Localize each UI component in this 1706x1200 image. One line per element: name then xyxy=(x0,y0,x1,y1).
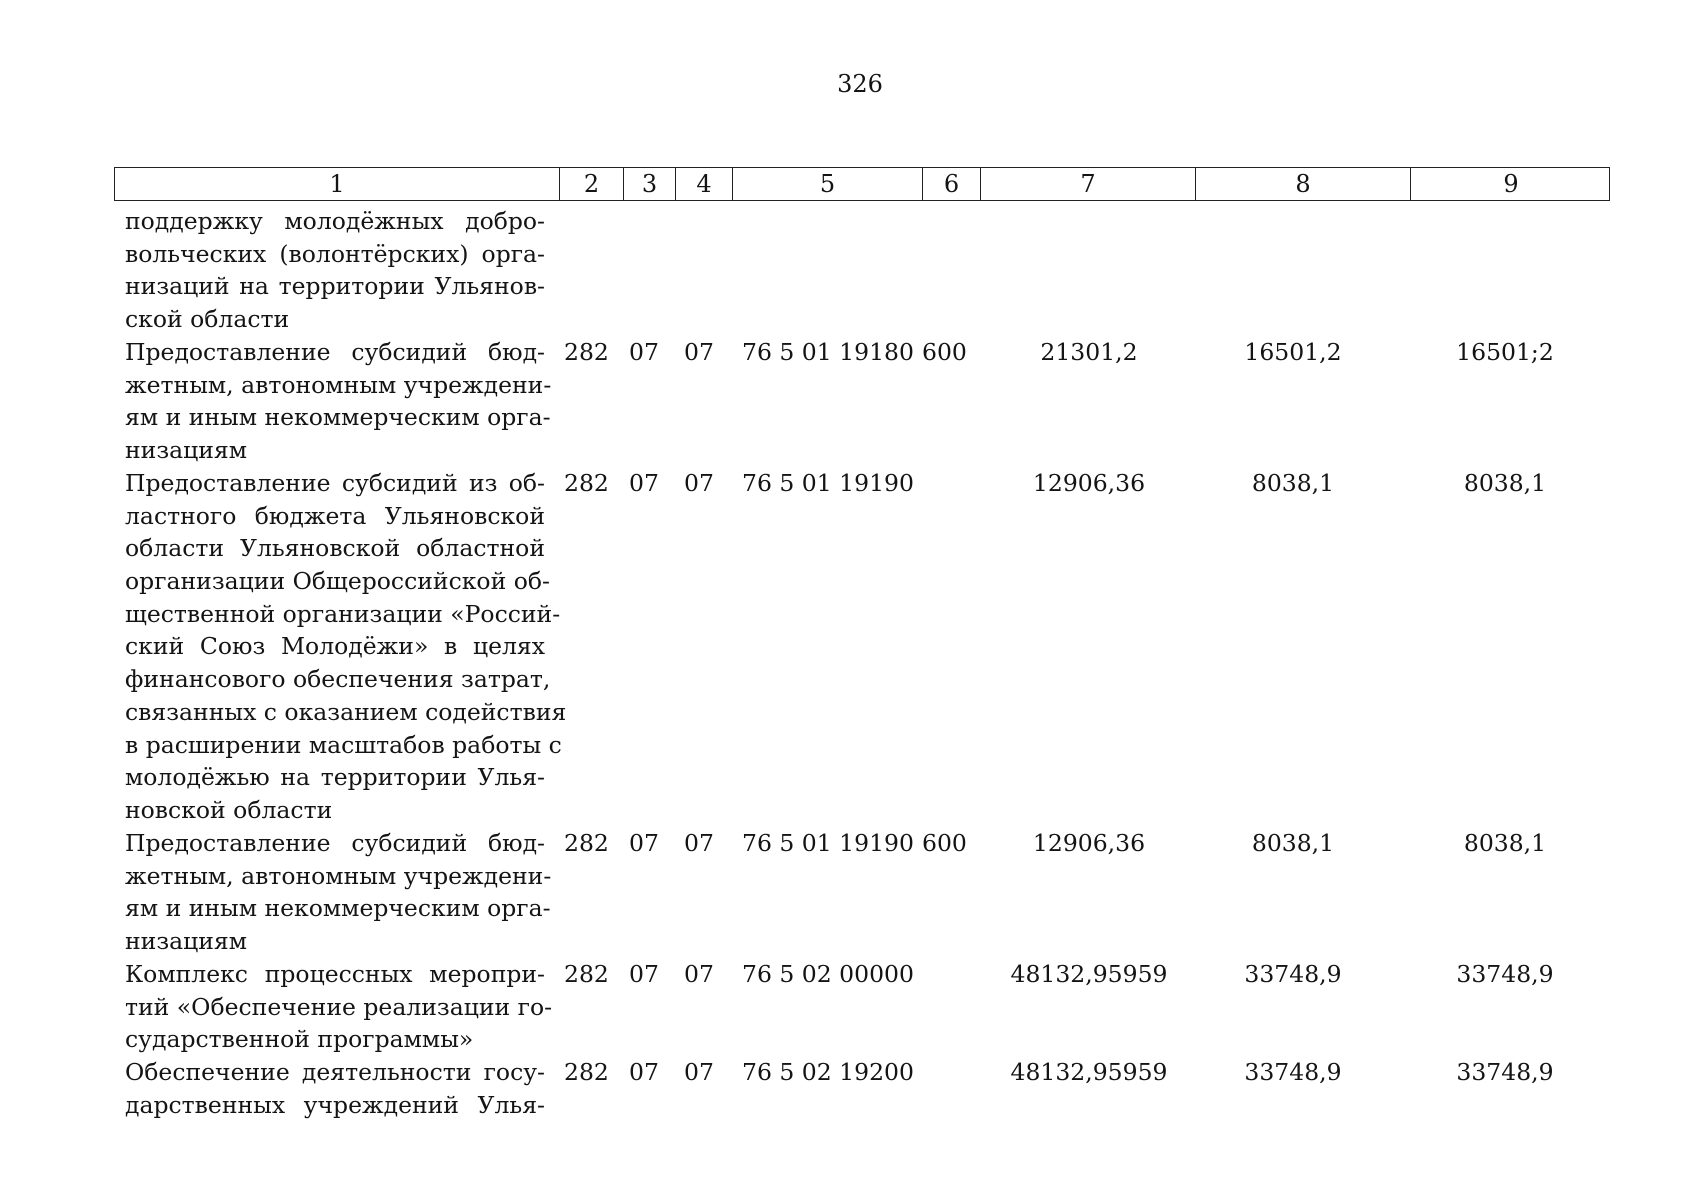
cell-amount-8: 8038,1 xyxy=(1251,829,1335,857)
cell-amount-9: 8038,1 xyxy=(1463,469,1547,497)
cell-amount-9: 33748,9 xyxy=(1456,960,1554,988)
desc-line: ям и иным некоммерческим орга- xyxy=(125,894,551,923)
desc-line: ластного бюджета Ульяновской xyxy=(125,501,545,530)
header-col-2: 2 xyxy=(560,168,624,200)
desc-line: Обеспечение деятельности госу- xyxy=(125,1058,545,1086)
table-header xyxy=(114,167,1610,201)
cell-amount-8: 8038,1 xyxy=(1251,469,1335,497)
cell-pr: 07 xyxy=(684,1058,714,1086)
cell-gr: 282 xyxy=(564,829,609,857)
desc-line: жетным, автономным учреждени- xyxy=(125,861,552,890)
cell-vr: 600 xyxy=(922,829,967,857)
cell-gr: 282 xyxy=(564,960,609,988)
desc-line: Предоставление субсидий бюд- xyxy=(125,829,545,857)
cell-gr: 282 xyxy=(564,1058,609,1086)
desc-line: ский Союз Молодёжи» в целях xyxy=(125,632,545,661)
cell-csr: 76 5 01 19190 xyxy=(742,829,914,857)
desc-line: Предоставление субсидий бюд- xyxy=(125,338,545,366)
cell-pr: 07 xyxy=(684,829,714,857)
cell-amount-8: 33748,9 xyxy=(1244,1058,1342,1086)
row-description xyxy=(125,467,567,827)
cell-csr: 76 5 01 19190 xyxy=(742,469,914,497)
desc-line: молодёжью на территории Улья- xyxy=(125,763,545,792)
desc-line: Комплекс процессных меропри- xyxy=(125,960,545,988)
desc-line: финансового обеспечения затрат, xyxy=(125,665,551,694)
cell-amount-7: 48132,95959 xyxy=(1010,960,1168,988)
header-col-7: 7 xyxy=(981,168,1196,200)
cell-csr: 76 5 02 00000 xyxy=(742,960,914,988)
cell-csr: 76 5 01 19180 xyxy=(742,338,914,366)
header-col-5: 5 xyxy=(733,168,923,200)
cell-pr: 07 xyxy=(684,960,714,988)
desc-line: в расширении масштабов работы с xyxy=(125,730,562,759)
cell-amount-7: 21301,2 xyxy=(1040,338,1138,366)
cell-rz: 07 xyxy=(629,1058,659,1086)
header-col-8: 8 xyxy=(1196,168,1411,200)
cell-rz: 07 xyxy=(629,338,659,366)
row-description xyxy=(125,336,552,467)
cell-rz: 07 xyxy=(629,469,659,497)
header-col-1: 1 xyxy=(115,168,560,200)
desc-line: жетным, автономным учреждени- xyxy=(125,370,552,399)
cell-gr: 282 xyxy=(564,469,609,497)
desc-line: организации Общероссийской об- xyxy=(125,567,550,596)
desc-line: дарственных учреждений Улья- xyxy=(125,1090,545,1119)
desc-line: области Ульяновской областной xyxy=(125,534,545,563)
cell-rz: 07 xyxy=(629,829,659,857)
desc-line: тий «Обеспечение реализации го- xyxy=(125,992,553,1021)
desc-line: ской области xyxy=(125,305,290,334)
desc-line: низациям xyxy=(125,436,248,465)
desc-line: низаций на территории Ульянов- xyxy=(125,272,545,301)
header-col-6: 6 xyxy=(923,168,981,200)
cell-csr: 76 5 02 19200 xyxy=(742,1058,914,1086)
cell-amount-9: 33748,9 xyxy=(1456,1058,1554,1086)
desc-line: поддержку молодёжных добро- xyxy=(125,207,545,235)
cell-pr: 07 xyxy=(684,338,714,366)
cell-amount-7: 48132,95959 xyxy=(1010,1058,1168,1086)
cell-gr: 282 xyxy=(564,338,609,366)
row-description xyxy=(125,205,545,336)
cell-amount-9: 8038,1 xyxy=(1463,829,1547,857)
header-col-4: 4 xyxy=(676,168,733,200)
row-description xyxy=(125,827,552,958)
cell-rz: 07 xyxy=(629,960,659,988)
desc-line: вольческих (волонтёрских) орга- xyxy=(125,239,545,268)
page-number: 326 xyxy=(837,70,883,98)
desc-line: связанных с оказанием содействия xyxy=(125,697,567,726)
desc-line: сударственной программы» xyxy=(125,1025,474,1054)
desc-line: щественной организации «Россий- xyxy=(125,599,561,628)
desc-line: новской области xyxy=(125,795,333,824)
desc-line: низациям xyxy=(125,927,248,956)
desc-line: ям и иным некоммерческим орга- xyxy=(125,403,551,432)
cell-vr: 600 xyxy=(922,338,967,366)
cell-amount-7: 12906,36 xyxy=(1032,469,1146,497)
cell-amount-8: 33748,9 xyxy=(1244,960,1342,988)
header-col-3: 3 xyxy=(624,168,676,200)
row-description xyxy=(125,1056,545,1121)
row-description xyxy=(125,958,553,1056)
cell-amount-9: 16501;2 xyxy=(1456,338,1554,366)
header-col-9: 9 xyxy=(1503,170,1519,198)
cell-pr: 07 xyxy=(684,469,714,497)
cell-amount-7: 12906,36 xyxy=(1032,829,1146,857)
cell-amount-8: 16501,2 xyxy=(1244,338,1342,366)
desc-line: Предоставление субсидий из об- xyxy=(125,469,545,497)
